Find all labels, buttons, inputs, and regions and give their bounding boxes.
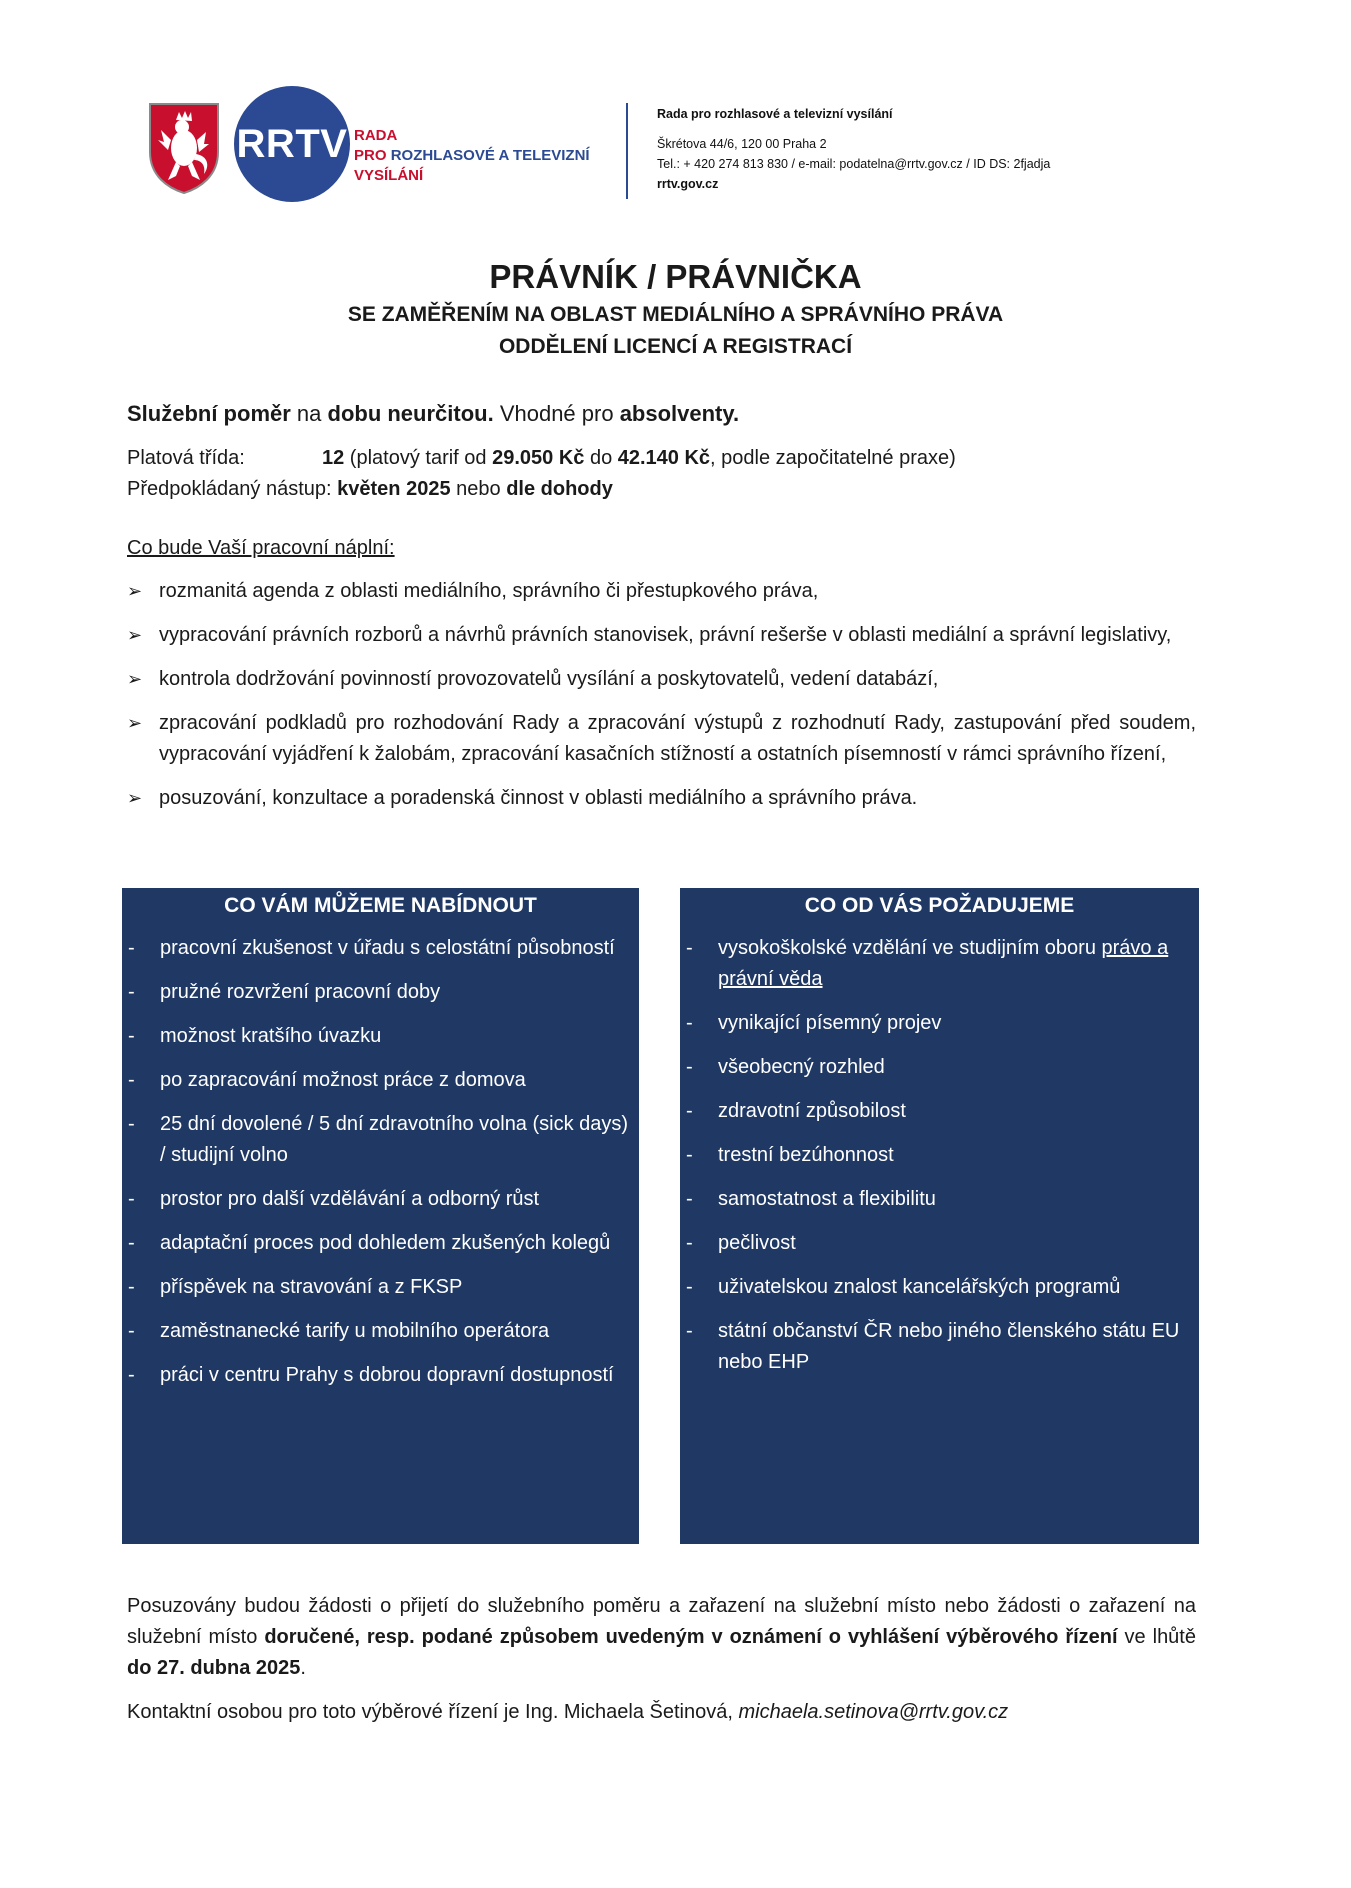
list-item: - prostor pro další vzdělávání a odborný růst [128, 1188, 540, 1210]
org-contact: Tel.: + 420 274 813 830 / e-mail: podatelna@rrtv.gov.cz / ID DS: 2fjadja [657, 157, 1051, 171]
list-item: - zaměstnanecké tarify u mobilního operátora [128, 1320, 550, 1342]
list-item: - pracovní zkušenost v úřadu s celostátní působností [128, 937, 615, 959]
list-item: ➢ vypracování právních rozborů a návrhů právních stanovisek, právní rešerše v oblasti mediální a správní legislativy, [127, 620, 1196, 651]
intro-line: Služební poměr na dobu neurčitou. Vhodné pro absolventy. [127, 401, 740, 426]
study-field-underlined: právo a právní věda [718, 937, 1169, 990]
header-divider [626, 103, 628, 199]
offer-box [122, 888, 639, 1544]
list-item: - pečlivost [686, 1232, 796, 1254]
list-item: - možnost kratšího úvazku [128, 1025, 382, 1047]
list-item: - práci v centru Prahy s dobrou dopravní dostupností [128, 1364, 614, 1386]
duties-heading: Co bude Vaší pracovní náplní: [127, 537, 395, 559]
arrow-bullet-icon: ➢ [127, 625, 143, 645]
org-address: Škrétova 44/6, 120 00 Praha 2 [657, 137, 827, 151]
list-item: - po zapracování možnost práce z domova [128, 1069, 526, 1091]
offer-title: CO VÁM MŮŽEME NABÍDNOUT [224, 894, 537, 917]
list-item: ➢ kontrola dodržování povinností provozovatelů vysílání a poskytovatelů, vedení databází, [127, 664, 1196, 695]
list-item: ➢ rozmanitá agenda z oblasti mediálního, správního či přestupkového práva, [127, 576, 1196, 607]
list-item: - adaptační proces pod dohledem zkušených kolegů [128, 1232, 611, 1254]
list-item: - státní občanství ČR nebo jiného členského státu EU nebo EHP [686, 1320, 1180, 1373]
arrow-bullet-icon: ➢ [127, 669, 143, 689]
requirements-box [680, 888, 1199, 1544]
title-block [0, 255, 1351, 363]
arrow-bullet-icon: ➢ [127, 581, 143, 601]
list-item: - trestní bezúhonnost [686, 1144, 894, 1166]
arrow-bullet-icon: ➢ [127, 713, 143, 733]
list-item: ➢ posuzování, konzultace a poradenská činnost v oblasti mediálního a správního práva. [127, 783, 1196, 814]
list-item: - příspěvek na stravování a z FKSP [128, 1276, 463, 1298]
salary-line: Platová třída: 12 (platový tarif od 29.050 Kč do 42.140 Kč, podle započitatelné praxe) [127, 447, 956, 469]
list-item: - 25 dní dovolené / 5 dní zdravotního volna (sick days) / studijní volno [128, 1113, 629, 1166]
rrtv-logo [234, 86, 350, 202]
page-subtitle-2: ODDĚLENÍ LICENCÍ A REGISTRACÍ [498, 335, 853, 358]
list-item: - vysokoškolské vzdělání ve studijním oboru právo a právní věda [686, 937, 1169, 990]
list-item: - zdravotní způsobilost [686, 1100, 906, 1122]
list-item: - vynikající písemný projev [686, 1012, 942, 1034]
start-line: Předpokládaný nástup: květen 2025 nebo dle dohody [127, 478, 613, 500]
logo-line-2-red: PRO [354, 147, 387, 164]
logo-line-1: RADA [354, 127, 398, 144]
list-item: - všeobecný rozhled [686, 1056, 885, 1078]
contact-email-link[interactable]: michaela.setinova@rrtv.gov.cz [738, 1701, 1009, 1723]
arrow-bullet-icon: ➢ [127, 788, 143, 808]
page-subtitle-1: SE ZAMĚŘENÍM NA OBLAST MEDIÁLNÍHO A SPRÁVNÍHO PRÁVA [347, 303, 1004, 326]
list-item: - pružné rozvržení pracovní doby [128, 981, 441, 1003]
logo-line-2-blue: ROZHLASOVÉ A TELEVIZNÍ [390, 147, 590, 164]
requirements-list [680, 933, 1199, 1378]
logo-abbr: RRTV [236, 121, 348, 166]
org-info [657, 104, 1050, 194]
org-web: rrtv.gov.cz [657, 177, 719, 191]
org-name: Rada pro rozhlasové a televizní vysílání [657, 107, 893, 121]
offer-list [122, 933, 639, 1391]
list-item: ➢ zpracování podkladů pro rozhodování Rady a zpracování výstupů z rozhodnutí Rady, zastupování před soudem, vypracování vyjádření k žalobám, zpracování kasačních stížností a ostatních písemností v rámci správního řízení, [127, 708, 1196, 770]
list-item: - uživatelskou znalost kancelářských programů [686, 1276, 1121, 1298]
requirements-title: CO OD VÁS POŽADUJEME [804, 894, 1075, 917]
contact-line: Kontaktní osobou pro toto výběrové řízení je Ing. Michaela Šetinová, michaela.setinova@rrtv.gov.cz [127, 1701, 1009, 1723]
list-item: - samostatnost a flexibilitu [686, 1188, 936, 1210]
page-title: PRÁVNÍK / PRÁVNIČKA [489, 258, 862, 295]
logo-line-3: VYSÍLÁNÍ [354, 167, 424, 184]
czech-lion-crest-icon [146, 100, 222, 195]
duties-list [127, 576, 1196, 827]
logo-wordmark [354, 126, 590, 186]
application-notice: Posuzovány budou žádosti o přijetí do služebního poměru a zařazení na služební místo nebo žádosti o zařazení na služební místo doručené, resp. podané způsobem uvedeným v oznámení o vyhlášení výběrového řízení ve lhůtě do 27. dubna 2025. [127, 1595, 1196, 1679]
